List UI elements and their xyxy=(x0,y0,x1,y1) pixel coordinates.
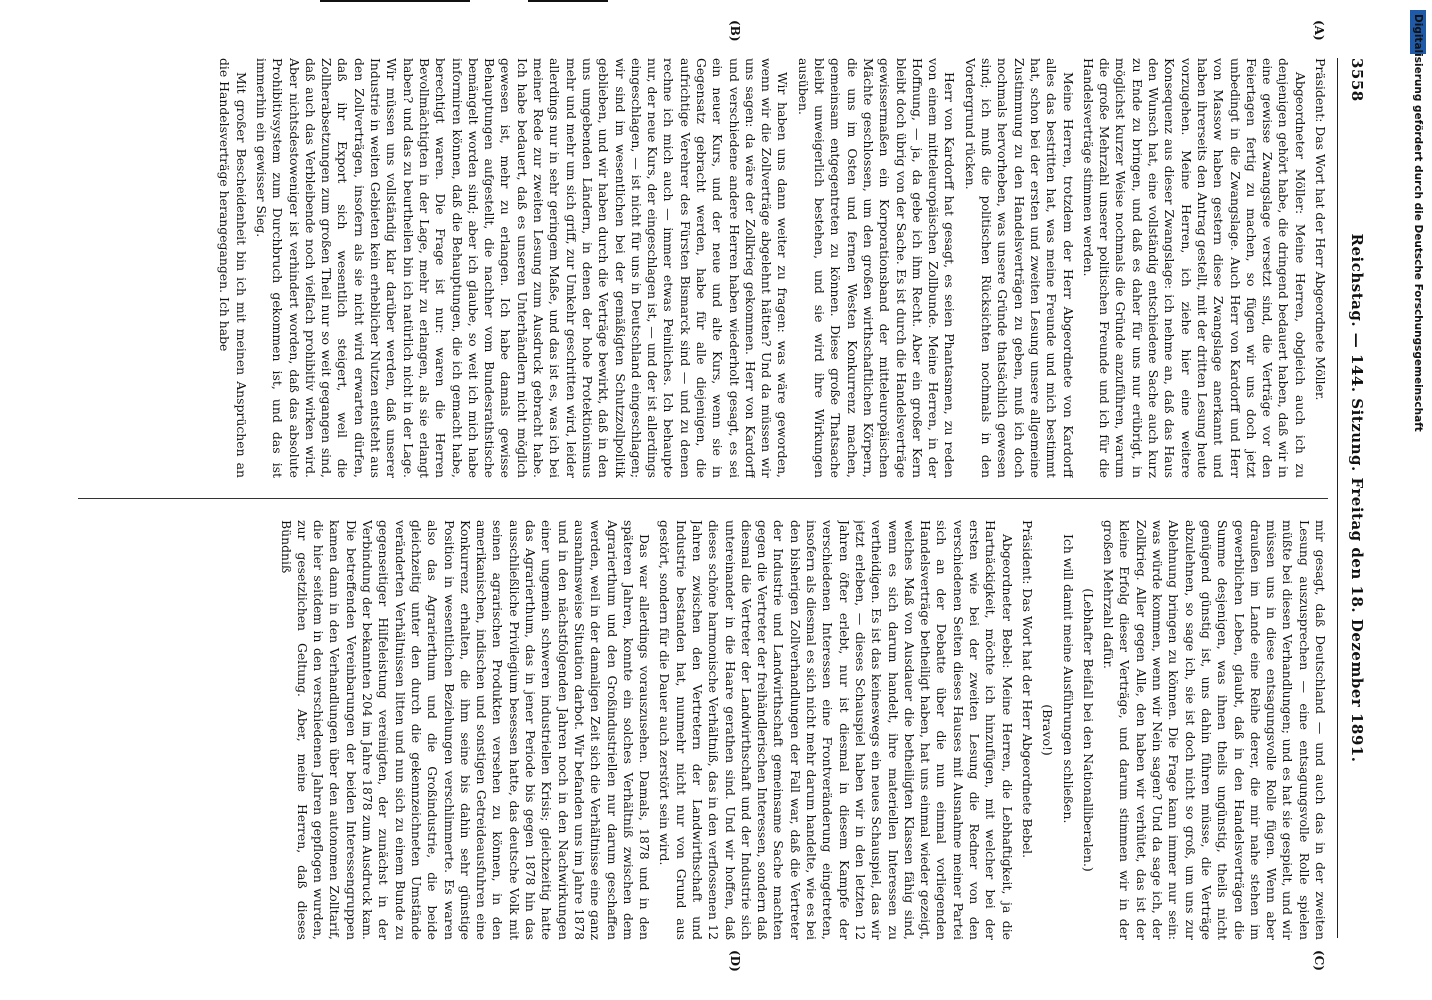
paragraph: Ich will damit meine Ausführungen schließen. xyxy=(1060,534,1076,824)
paragraph: Abgeordneter Bebel: Meine Herren, die Lebhaftigkeit, ja die Hartnäckigkeit, möchte ich hinzufügen, mit welcher bei der ersten wie bei der zweiten Lesung die Redner von den verschiedenen Seiten dieses Hauses mit Ausnahme meiner Partei sich an der Debatte über die nun einmal vorliegenden Handelsverträge betheiligt haben, hat uns einmal wieder gezeigt, welches Maß von Ausdauer die betheiligten Klassen fähig sind, wenn es sich darum handelt, ihre materiellen Interessen zu vertheidigen. Es ist das keineswegs ein neues Schauspiel, das wir jetzt erleben, — dieses Schauspiel haben wir in den letzten 12 Jahren öfter erlebt, nur ist diesmal in diesem Kampfe der verschiedenen Interessen eine Frontveränderung eingetreten, insofern als diesmal es sich nicht mehr darum handelte, wie es bei den bisherigen Zollverhandlungen der Fall war, daß die Vertreter der Industrie und Landwirthschaft gemeinsame Sache machten gegen die Vertreter der freihändlerischen Interessen, sondern daß diesmal die Vertreter der Landwirthschaft und der Industrie sich untereinander in die Haare gerathen sind. Und wir hoffen, daß dieses schöne harmonische Verhältniß, das in den verflossenen 12 Jahren zwischen den Vertretern der Landwirthschaft und Industrie bestanden hat, nunmehr nicht nur von Grund aus gestört, sondern für die Dauer auch zerstört sein wird. xyxy=(657,520,1015,940)
paragraph: Präsident: Das Wort hat der Herr Abgeordnete Möller. xyxy=(1313,58,1328,401)
paragraph: Abgeordneter Möller: Meine Herren, obgleich auch ich zu denjenigen gehört habe, die dringend bedauert haben, daß wir in eine gewisse Zwangslage versetzt sind, die Verträge vor den Feiertagen fertig zu machen, so fügen wir uns doch jetzt unbedingt in die Zwangslage. Auch Herr von Kardorff und Herr von Massow haben gestern diese Zwangslage anerkannt und haben ihrerseits den Antrag gestellt, mit der dritten Lesung heute vorzugehen. Meine Herren, ich ziehe hier eine weitere Konsequenz aus dieser Zwangslage: ich nehme an, daß das Haus den Wunsch hat, eine vollständig entschiedene Sache auch kurz zu Ende zu bringen, und daß es daher für uns nur erübrigt, in möglichst kurzer Weise nochmals die Gründe anzuführen, warum die große Mehrzahl unserer politischen Freunde und ich für die Handelsverträge stimmen werden. xyxy=(1080,58,1308,478)
page-number: 3558 xyxy=(1348,58,1366,102)
digitization-credit xyxy=(1404,14,1428,994)
credit-text: Digitalisierung gefördert durch die Deutsche Forschungsgemeinschaft xyxy=(1412,14,1424,432)
paragraph: Herr von Kardorff hat gesagt, es seien Phantasmen, zu reden von einem mitteleuropäischen Zollbunde. Meine Herren, in der Hoffnung, — ja, da gebe ich ihm Recht. Aber ein großer Kern bleibt doch übrig von der Sache. Es ist durch die Handelsverträge gewissermaßen ein Korporationsband der mitteleuropäischen Mächte geschlossen, um den großen wirthschaftlichen Körpern, die uns im Osten und fernen Westen Konkurrenz machen, gemeinsam entgegentreten zu können. Diese große Thatsache bleibt unweigerlich bestehen, und sie wird ihre Wirkungen ausüben. xyxy=(795,58,958,478)
paragraph: Meine Herren, trotzdem der Herr Abgeordnete von Kardorff alles das bestritten hat, was meine Freunde und mich bestimmt hat, schon bei der ersten und zweiten Lesung unsere allgemeine Zustimmung zu den Handelsverträgen zu geben, muß ich doch nochmals hervorheben, was unsere Gründe thatsächlich gewesen sind; ich muß die politischen Rücksichten nochmals in den Vordergrund rücken. xyxy=(962,58,1076,478)
header-rule xyxy=(1337,58,1338,938)
applause-note: (Bravo!) xyxy=(1040,704,1056,756)
column-divider xyxy=(78,498,1328,499)
left-column xyxy=(78,58,1328,478)
page-title: Reichstag. — 144. Sitzung. Freitag den 18. Dezember 1891. xyxy=(1348,233,1366,763)
right-column xyxy=(78,520,1328,940)
page-header xyxy=(1342,58,1372,938)
margin-marker-a: (A) xyxy=(1312,20,1326,41)
applause-note: (Lebhafter Beifall bei den Nationalliberalen.) xyxy=(1080,588,1096,872)
paragraph: mir gesagt, daß Deutschland — und auch das in der zweiten Lesung auszusprechen — eine entsagungsvolle Rolle spielen müßte bei diesen Verhandlungen; und es hat sie gespielt, und wir müssen uns in diese entsagungsvolle Rolle fügen. Wenn aber draußen im Lande eine Reihe derer, die mir nahe stehen im gewerblichen Leben, glaubt, daß in den Handelsverträgen die Summe desjenigen, was ihnen theils ungünstig, theils nicht genügend günstig ist, uns dahin führen müsse, die Verträge abzulehnen, so sage ich, sie ist doch nicht so groß, um uns zur Ablehnung bringen zu können. Die Frage kann immer nur sein: was würde kommen, wenn wir Nein sagen? Und da sage ich, der Zollkrieg. Aller gegen Alle, den haben wir verhütet, das ist der kleine Erfolg dieser Verträge, und darum stimmen wir in der großen Mehrzahl dafür. xyxy=(1101,520,1328,940)
paragraph: Wir haben uns dann weiter zu fragen: was wäre geworden, wenn wir die Zollverträge abgelehnt hätten? Und da müssen wir uns sagen: da wäre der Zollkrieg gekommen. Herr von Kardorff und verschiedene andere Herren haben wiederholt gesagt, es sei ein neuer Kurs, und der neue und alte Kurs, wenn sie in Gegensatz gebracht werden, habe für alle diejenigen, die aufrichtige Verehrer des Fürsten Bismarck sind — und zu denen rechne ich mich auch — immer etwas Peinliches. Ich behaupte nur, der neue Kurs, der eingeschlagen ist, — und der ist allerdings eingeschlagen, — ist nicht für uns in Deutschland eingeschlagen; wir sind im wesentlichen bei der gemäßigten Schutzzollpolitik geblieben, und wir haben durch die Verträge bewirkt, daß in den uns umgebenden Ländern, in denen der hohe Protektionismus mehr und mehr um sich griff, zur Umkehr geschritten wird, leider allerdings nur in sehr geringem Maße, und das ist es, was ich bei meiner Rede zur zweiten Lesung zum Ausdruck gebracht habe. Ich habe bedauert, daß es unseren Unterhändlern nicht möglich gewesen ist, mehr zu erlangen. Ich habe damals gewisse Behauptungen aufgestellt, die nachher vom Bundesrathstische bemängelt worden sind; aber ich glaube, so weit ich mich habe informiren können, daß die Behauptungen, die ich gemacht habe, berechtigt waren. Die Frage ist nur: waren die Herren Bevollmächtigten in der Lage, mehr zu erlangen, als sie erlangt haben? und das zu beurtheilen bin ich natürlich nicht in der Lage. Wir müssen uns vollständig klar darüber werden, daß unserer Industrie in weiten Gebieten kein erheblicher Nutzen entsteht aus den Zollverträgen, insofern als sie nicht wird erwarten dürfen, daß ihr Export sich wesentlich steigert, weil die Zollherabsetzungen zum großen Theil nur so weit gegangen sind, daß auch das Verbleibende noch vielfach prohibitiv wirken wird. Aber nichtsdestoweniger ist verhindert worden, daß das absolute Prohibitivsystem zum Durchbruch gekommen ist, und das ist immerhin ein gewisser Sieg. xyxy=(254,58,791,478)
margin-marker-c: (C) xyxy=(1312,950,1326,971)
paragraph: Präsident: Das Wort hat der Herr Abgeordnete Bebel. xyxy=(1019,520,1035,859)
margin-marker-d: (D) xyxy=(728,950,742,972)
margin-marker-b: (B) xyxy=(728,20,742,42)
paragraph: Mit großer Bescheidenheit bin ich mit meinen Ansprüchen an die Handelsverträge herangegangen. Ich habe xyxy=(217,58,249,478)
paragraph: Das war allerdings vorauszusehen. Damals, 1878 und in den späteren Jahren, konnte ein solches Verhältniß zwischen dem Agrarierthum und den Großindustriellen nur darum geschaffen werden, weil in der damaligen Zeit sich die Verhältnisse eine ganz ausnahmsweise Situation darbot. Wir befanden uns im Jahre 1878 und in den nächstfolgenden Jahren noch in den Nachwirkungen einer ungemein schweren industriellen Krisis; gleichzeitig hatte das Agrarierthum, das in jener Periode bis gegen 1878 hin das ausschließliche Privilegium besessen hatte, das deutsche Volk mit seinen agrarischen Produkten versehen zu können, in den amerikanischen, indischen und sonstigen Getreideausfuhren eine Konkurrenz erhalten, die ihm seine bis dahin sehr günstige Position in wesentlichen Beziehungen verschlimmerte. Es waren also das Agrarierthum und die Großindustrie, die beide gleichzeitig unter den durch die gekennzeichneten Umstände veränderten Verhältnissen litten und nun sich zu einem Bunde zu gegenseitiger Hilfeleistung vereinigten, der zunächst in der Verbindung der bekannten 204 im Jahre 1878 zum Ausdruck kam. Die betreffenden Vereinbarungen der beiden Interessengruppen kamen dann in den Verhandlungen über den autonomen Zolltarif, die hier seitdem in den verschiedenen Jahren gepflogen wurden, zur gesetzlichen Geltung. Aber, meine Herren, daß dieses Bündniß xyxy=(278,520,653,940)
